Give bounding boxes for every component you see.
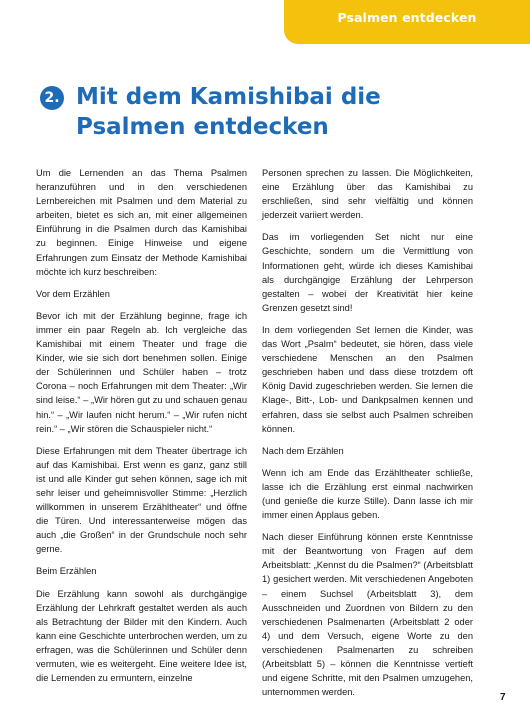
chapter-number-badge: 2. — [40, 86, 64, 110]
section-tab — [284, 0, 530, 44]
paragraph: Die Erzählung kann sowohl als durchgängige Erzählung der Lehrkraft gestaltet werden als auch als Betrachtung der Bilder mit den Kindern. Auch kann eine Geschichte unterbrochen werden, um zu erfragen, was die Schülerinnen und Schüler denn vermuten, wie es weitergeht. Eine weitere Idee ist, die Lernenden zu ermuntern, einzelne — [36, 588, 247, 684]
page-number: 7 — [500, 692, 506, 703]
paragraph: In dem vorliegenden Set lernen die Kinder, was das Wort „Psalm“ bedeutet, sie hören, dass viele verschiedene Menschen an den Psalmen geschrieben haben und dass diese trotzdem oft König David zugeschrieben werden. Sie lernen die Klage-, Bitt-, Lob- und Dankpsalmen kennen und erfahren, dass sie selbst auch Psalmen schreiben können. — [262, 324, 473, 434]
paragraph: Das im vorliegenden Set nicht nur eine Geschichte, sondern um die Vermittlung von Informationen geht, würde ich dieses Kamishibai als durchgängige Erzählung der Lehrperson gestalten – wobei der Kreativität hier keine Grenzen gesetzt sind! — [262, 232, 473, 313]
paragraph: Um die Lernenden an das Thema Psalmen heranzuführen und in den verschiedenen Lernbereichen mit Psalmen und dem Material zu arbeiten, bietet es sich an, mit einer allgemeinen Einführung in die Psalmen durch das Kamishibai zu beginnen. Einige Hinweise und eigene Erfahrungen zum Einsatz der Methode Kamishibai möchte ich kurz beschreiben: — [36, 168, 247, 277]
paragraph: Bevor ich mit der Erzählung beginne, frage ich immer ein paar Regeln ab. Ich vergleiche das Kamishibai mit einem Theater und frage die Kinder, wie sie sich dort benehmen sollen. Einige der Schülerinnen und Schüler haben – trotz Corona – noch Erfahrungen mit dem Theater: „Wir sind leise.“ – „Wir hören gut zu und schauen genau hin.“ – „Wir laufen nicht herum.“ – „Wir rufen nicht rein.“ – „Wir stören die Schauspieler nicht.“ — [36, 310, 247, 434]
right-column — [262, 166, 473, 707]
paragraph: Diese Erfahrungen mit dem Theater übertrage ich auf das Kamishibai. Erst wenn es ganz, ganz still ist und alle Kinder gut sehen können, sage ich mit sehr leiser und geheimnisvoller Stimme: „Herzlich willkommen in unserem Erzähltheater“ und öffne die Türen. Und interessanterweise mögen das auch „die Großen“ in der Grundschule noch sehr gerne. — [36, 445, 247, 555]
section-tab-label: Psalmen entdecken — [337, 10, 477, 25]
paragraph: Personen sprechen zu lassen. Die Möglichkeiten, eine Erzählung über das Kamishibai zu erschließen, sind sehr vielfältig und können jederzeit variiert werden. — [262, 168, 473, 221]
subheading-before-telling: Vor dem Erzählen — [36, 288, 110, 299]
subheading-after-telling: Nach dem Erzählen — [262, 445, 344, 456]
subheading-during-telling: Beim Erzählen — [36, 566, 97, 577]
paragraph: Nach dieser Einführung können erste Kenntnisse mit der Beantwortung von Fragen auf dem Arbeitsblatt: „Kennst du die Psalmen?“ (Arbeitsblatt 1) gesichert werden. Mit verschiedenen Angeboten – einem Suchsel (Arbeitsblatt 3), dem Ausschneiden und Zuordnen von Bildern zu den verschiedenen Psalmenarten (Arbeitsblatt 2 oder 4) und dem Versuch, eigene Worte zu den verschiedenen Psalmenarten zu schreiben (Arbeitsblatt 5) – können die Kenntnisse vertieft und eigene Schritte, mit den Psalmen umzugehen, unternommen werden. — [262, 532, 473, 698]
paragraph: Wenn ich am Ende das Erzähltheater schließe, lasse ich die Erzählung erst einmal nachwirken (und genieße die kurze Stille). Dann lasse ich mir immer einen Applaus geben. — [262, 467, 473, 521]
chapter-title: Mit dem Kamishibai die Psalmen entdecken — [76, 84, 381, 140]
left-column — [36, 166, 247, 693]
